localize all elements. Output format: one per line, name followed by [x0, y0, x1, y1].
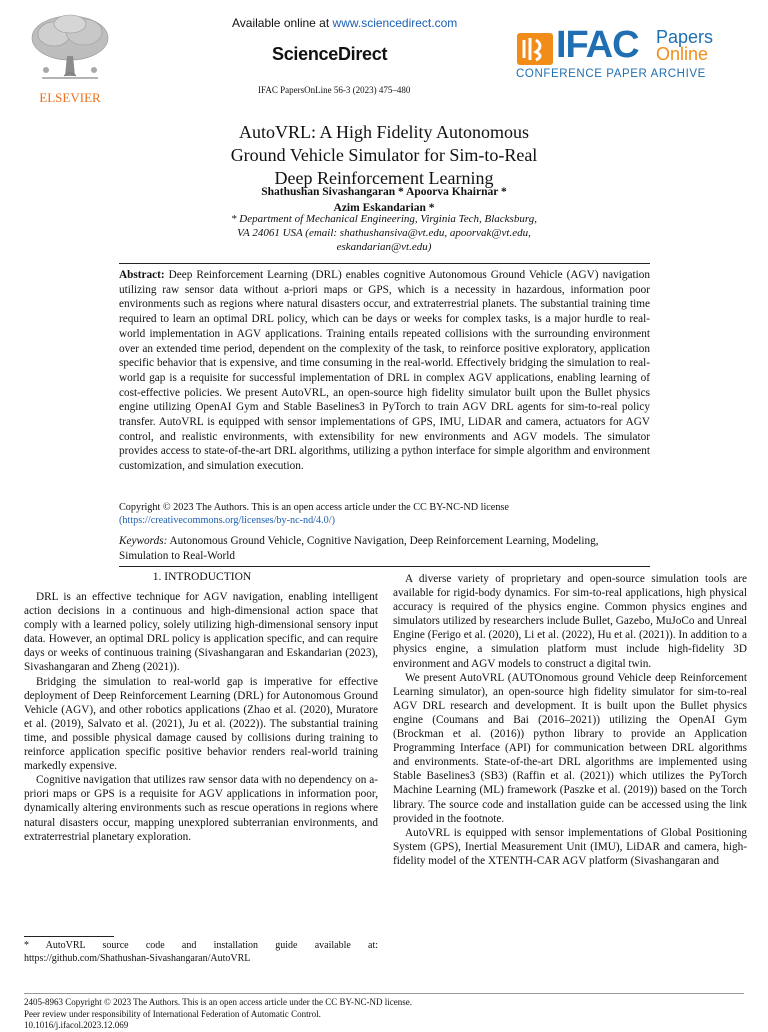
doi-line: 10.1016/j.ifacol.2023.12.069 [24, 1020, 129, 1030]
title-line-3: Deep Reinforcement Learning [274, 168, 494, 188]
copyright-notice [119, 501, 650, 527]
available-prefix: Available online at [232, 16, 333, 30]
ifac-logo [516, 26, 748, 86]
sciencedirect-link[interactable]: www.sciencedirect.com [332, 16, 458, 30]
ifac-archive-tagline: CONFERENCE PAPER ARCHIVE [516, 68, 706, 80]
copyright-line: Copyright © 2023 The Authors. This is an open access article under the CC BY-NC-ND license [119, 502, 509, 513]
title-line-1: AutoVRL: A High Fidelity Autonomous [238, 122, 530, 142]
keywords-text: Autonomous Ground Vehicle, Cognitive Navigation, Deep Reinforcement Learning, Modeling, Simulation to Real-World [119, 535, 599, 562]
abstract-top-rule [119, 263, 650, 264]
issn-footer [24, 997, 744, 1032]
peer-review-line: Peer review under responsibility of International Federation of Automatic Control. [24, 1008, 321, 1019]
footnote-rule [24, 936, 114, 937]
keywords [119, 534, 650, 563]
intro-paragraph-5: We present AutoVRL (AUTOnomous ground Vehicle deep Reinforcement Learning simulator), an open-source high fidelity simulator for sim-to-real AGV DRL research and development. It is built upon the Bullet physics engine (Coumans and Bai (2016–2021)) utilizing the OpenAI Gym (Brockman et al. (2016)) python library to provide an Application Programming Interface (API) for communication between DRL algorithms and environments. State-of-the-art DRL algorithms are implemented using Stable Baselines3 (SB3) (Raffin et al. (2021)) which utilizes the PyTorch Machine Learning (ML) framework (Paszke et al. (2019)) based on the Torch library. The source code and installation guide can be accessed using the link provided in the footnote. [393, 671, 747, 825]
abstract-text: Deep Reinforcement Learning (DRL) enables cognitive Autonomous Ground Vehicle (AGV) navigation utilizing raw sensor data without a-priori maps or GPS, which is a necessity in hazardous, information poor environments such as regions where natural disasters occur, and extraterrestrial planets. The substantial training time required to learn an optimal DRL policy, which can be days or weeks for complex tasks, is a major hurdle to real-world implementation in AGV applications. Training entails repeated collisions with the surrounding environment over an extended time period, dependent on the complexity of the task, to reinforce positive exploratory, application specific behavior that is expensive, and time consuming in the real-world. Effectively bridging the simulation to real-world gap is a requisite for successful implementation of DRL in complex AGV applications, enabling learning of cost-effective policies. We present AutoVRL, an open-source high fidelity simulator built upon the Bullet physics engine utilizing OpenAI Gym and Stable Baselines3 in PyTorch to train AGV DRL agents for sim-to-real policy transfer. AutoVRL is equipped with sensor implementations of GPS, IMU, LiDAR and camera, actuators for AGV control, and realistic environments, with extensibility for new environments and AGV models. The simulator provides access to state-of-the-art DRL algorithms, utilizing a python interface for simple algorithm and environment customization, and simulation execution. [119, 269, 650, 473]
elsevier-tree-icon [24, 12, 116, 84]
authors-line-1: Shathushan Sivashangaran * Apoorva Khairnar * [261, 186, 507, 198]
elsevier-logo [24, 12, 116, 105]
right-column [393, 572, 747, 868]
intro-paragraph-6: AutoVRL is equipped with sensor implementations of Global Positioning System (GPS), Inertial Measurement Unit (IMU), LiDAR and camera, high-fidelity model of the XTENTH-CAR AGV platform (Sivashangaran and [393, 826, 747, 867]
elsevier-label: ELSEVIER [39, 90, 101, 105]
ifac-papers-line2: Online [656, 44, 709, 64]
ifac-papers-line1: Papers [656, 27, 714, 47]
abstract-label: Abstract: [119, 269, 165, 281]
available-online [232, 16, 457, 30]
affiliation-line-2: VA 24061 USA (email: shathushansiva@vt.edu, apoorvak@vt.edu, [237, 227, 531, 239]
keywords-label: Keywords: [119, 535, 168, 547]
section-heading-introduction: 1. INTRODUCTION [152, 571, 252, 583]
abstract [119, 268, 650, 474]
authors-line-2: Azim Eskandarian * [333, 202, 435, 214]
paper-title [120, 121, 648, 190]
ifac-emblem-icon [516, 32, 554, 66]
affiliation [150, 212, 618, 254]
intro-paragraph-4: A diverse variety of proprietary and open-source simulation tools are available for rigid-body dynamics. For sim-to-real applications, high physical accuracy is required of the physics engine. Common physics engines and simulators utilized by researchers include Bullet, Gazebo, MuJoCo and Unreal Engine (Ferigo et al. (2020), Li et al. (2022), Hu et al. (2021)). In addition to a physics engine, a simulation platform must include high-fidelity 3D environment and AGV models to construct a digital twin. [393, 573, 747, 670]
ifac-wordmark: IFAC [556, 24, 639, 66]
license-link[interactable]: (https://creativecommons.org/licenses/by-nc-nd/4.0/) [119, 515, 335, 526]
issn-copyright-line: 2405-8963 Copyright © 2023 The Authors. This is an open access article under the CC BY-NC-ND license. [24, 997, 412, 1007]
affiliation-line-3: eskandarian@vt.edu) [336, 241, 432, 253]
intro-paragraph-3: Cognitive navigation that utilizes raw sensor data with no dependency on a-priori maps or GPS is a requisite for AGV applications in information poor, dynamically altering environments such as rescue operations in regions where natural disasters occur, mapping unexplored subterranian environments, and extraterrestrial planetary exploration. [24, 774, 378, 843]
abstract-bottom-rule [119, 566, 650, 567]
intro-paragraph-1: DRL is an effective technique for AGV navigation, enabling intelligent action decisions in a continuous and high-dimensional action space that comply with a learned policy, solely utilizing high-dimensional sensory input data. However, an optimal DRL policy is application specific, and can require days or weeks of continuous training (Sivashangaran and Eskandarian (2023), Sivashangaran and Zheng (2021)). [24, 591, 378, 674]
bottom-rule [24, 993, 744, 994]
title-line-2: Ground Vehicle Simulator for Sim-to-Real [230, 145, 538, 165]
journal-reference: IFAC PapersOnLine 56-3 (2023) 475–480 [258, 85, 411, 95]
sciencedirect-wordmark: ScienceDirect [272, 44, 388, 64]
intro-paragraph-2: Bridging the simulation to real-world gap is imperative for effective deployment of Deep Reinforcement Learning (DRL) for Autonomous Ground Vehicle (AGV), and other robotics applications (Zhao et al. (2020), Muratore et al. (2019), Salvato et al. (2021), Ju et al. (2022)). The substantial training time, and possible physical damage caused by collisions during training to reinforce application specific positive behavior renders real-world training markedly expensive. [24, 675, 378, 773]
left-column [24, 590, 378, 844]
affiliation-line-1: * Department of Mechanical Engineering, Virginia Tech, Blacksburg, [231, 213, 537, 225]
footnote: * AutoVRL source code and installation guide available at: https://github.com/Shathushan-Sivashangaran/AutoVRL [24, 940, 378, 964]
